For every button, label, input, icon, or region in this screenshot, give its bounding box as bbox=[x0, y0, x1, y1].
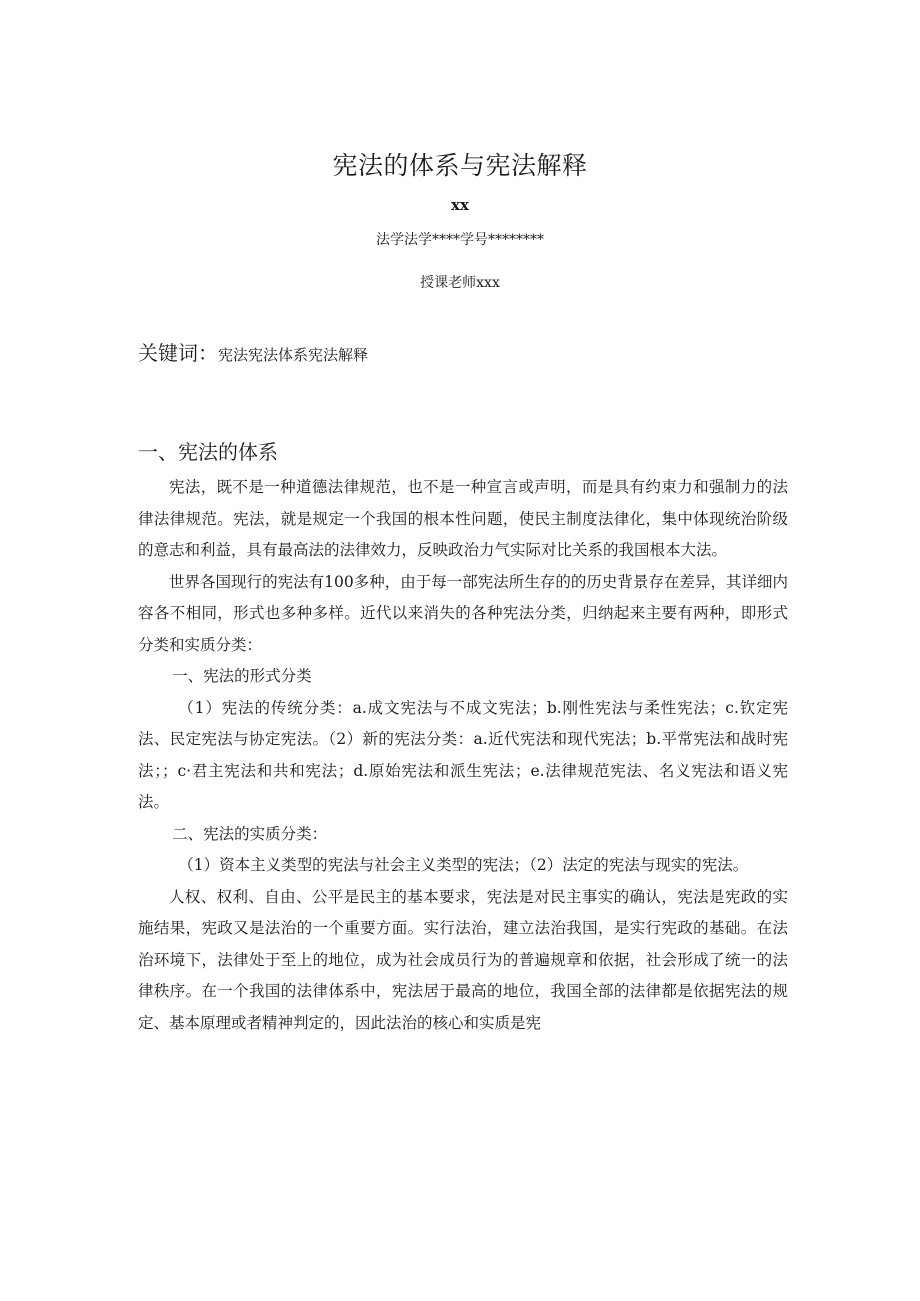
keywords-line bbox=[138, 338, 798, 370]
teacher-info: 授课老师xxx bbox=[420, 275, 500, 291]
subheading: 二、宪法的实质分类： bbox=[172, 824, 328, 843]
paragraph: 人权、权利、自由、公平是民主的基本要求，宪法是对民主事实的确认，宪法是宪政的实施结果，宪政又是法治的一个重要方面。实行法治，建立法治我国，是实行宪政的基础。在法治环境下，法律处于至上的地位，成为社会成员行为的普遍规章和依据，社会形成了统一的法律秩序。在一个我国的法律体系中，宪法居于最高的地位，我国全部的法律都是依据宪法的规定、基本原理或者精神判定的，因此法治的核心和实质是宪 bbox=[138, 887, 788, 1032]
student-info: 法学法学****学号******** bbox=[376, 232, 544, 248]
document-title: 宪法的体系与宪法解释 bbox=[332, 151, 588, 180]
keywords-value: 宪法宪法体系宪法解释 bbox=[218, 346, 369, 364]
paragraph: 宪法，既不是一种道德法律规范，也不是一种宣言或声明，而是具有约束力和强制力的法律法律规范。宪法，就是规定一个我国的根本性问题，使民主制度法律化，集中体现统治阶级的意志和利益，具有最高法的法律效力，反映政治力气实际对比关系的我国根本大法。 bbox=[138, 478, 788, 559]
paragraph: （1）资本主义类型的宪法与社会主义类型的宪法；（2）法定的宪法与现实的宪法。 bbox=[178, 856, 749, 874]
subheading: 一、宪法的形式分类 bbox=[172, 667, 312, 685]
section-body bbox=[138, 472, 788, 1039]
keywords-label: 关键词： bbox=[138, 341, 218, 365]
paragraph: （1）宪法的传统分类：a.成文宪法与不成文宪法；b.刚性宪法与柔性宪法；c.钦定宪法、民定宪法与协定宪法。（2）新的宪法分类：a.近代宪法和现代宪法；b.平常宪法和战时宪法；；c·君主宪法和共和宪法；d.原始宪法和派生宪法；e.法律规范宪法、名义宪法和语义宪法。 bbox=[138, 698, 788, 811]
paragraph: 世界各国现行的宪法有100多种，由于每一部宪法所生存的的历史背景存在差异，其详细内容各不相同，形式也多种多样。近代以来消失的各种宪法分类，归纳起来主要有两种，即形式分类和实质分类： bbox=[138, 572, 788, 654]
author-name: xx bbox=[451, 196, 469, 214]
section-heading: 一、宪法的体系 bbox=[138, 440, 278, 464]
